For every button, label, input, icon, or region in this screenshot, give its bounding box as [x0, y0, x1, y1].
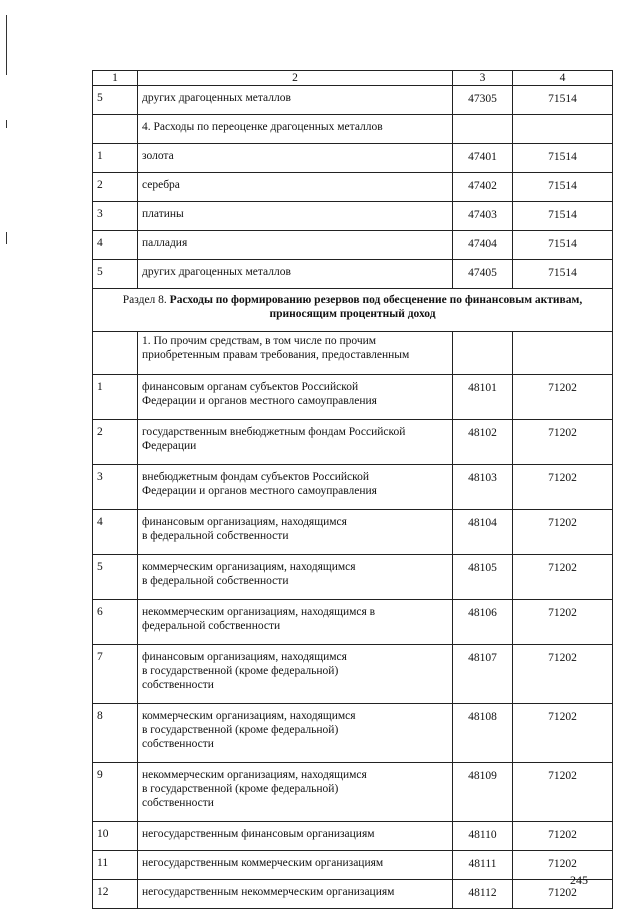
row-description — [138, 645, 453, 704]
account-number: 48101 — [453, 375, 513, 420]
account-number: 47402 — [453, 173, 513, 202]
table-row — [93, 645, 613, 704]
row-index: 3 — [93, 202, 138, 231]
symbol-code: 71202 — [513, 510, 613, 555]
section-heading — [93, 289, 613, 332]
accounts-table — [92, 70, 613, 909]
account-number: 48107 — [453, 645, 513, 704]
subheading-line: приобретенным правам требования, предоставленным — [142, 349, 410, 361]
symbol-code: 71202 — [513, 880, 613, 909]
page-number: 245 — [570, 873, 588, 887]
account-number: 47401 — [453, 144, 513, 173]
account-number: 47404 — [453, 231, 513, 260]
row-description — [138, 600, 453, 645]
symbol-code: 71202 — [513, 465, 613, 510]
symbol-code: 71202 — [513, 851, 613, 880]
symbol-code — [513, 115, 613, 144]
description-line: в государственной (кроме федеральной) — [142, 783, 339, 795]
description-line: негосударственным некоммерческим организациям — [142, 886, 395, 898]
row-index: 5 — [93, 555, 138, 600]
row-index: 5 — [93, 86, 138, 115]
table-header-row — [93, 71, 613, 86]
description-line: коммерческим организациям, находящимся — [142, 561, 356, 573]
row-index: 8 — [93, 704, 138, 763]
table-row — [93, 822, 613, 851]
symbol-code: 71514 — [513, 144, 613, 173]
description-line: Федерации и органов местного самоуправления — [142, 395, 377, 407]
row-description — [138, 465, 453, 510]
account-number: 48108 — [453, 704, 513, 763]
table-row — [93, 851, 613, 880]
row-description — [138, 880, 453, 909]
symbol-code: 71514 — [513, 173, 613, 202]
subheading-row — [93, 332, 613, 375]
symbol-code: 71202 — [513, 645, 613, 704]
header-cell: 3 — [453, 71, 513, 86]
row-index: 4 — [93, 510, 138, 555]
account-number: 47405 — [453, 260, 513, 289]
header-cell: 4 — [513, 71, 613, 86]
row-index: 9 — [93, 763, 138, 822]
account-number: 48110 — [453, 822, 513, 851]
row-description: платины — [138, 202, 453, 231]
row-description — [138, 420, 453, 465]
account-number: 48105 — [453, 555, 513, 600]
description-line: собственности — [142, 679, 214, 691]
row-description — [138, 704, 453, 763]
table-row — [93, 115, 613, 144]
row-description — [138, 851, 453, 880]
account-number: 48106 — [453, 600, 513, 645]
subheading-line: 1. По прочим средствам, в том числе по прочим — [142, 335, 377, 347]
table-row — [93, 880, 613, 909]
row-index — [93, 115, 138, 144]
description-line: финансовым организациям, находящимся — [142, 516, 347, 528]
row-description: других драгоценных металлов — [138, 86, 453, 115]
table-row — [93, 86, 613, 115]
table-row — [93, 555, 613, 600]
section-title: Расходы по формированию резервов под обесценение по финансовым активам, приносящим процентный доход — [169, 294, 583, 320]
table-row — [93, 202, 613, 231]
header-cell: 1 — [93, 71, 138, 86]
description-line: некоммерческим организациям, находящимся в — [142, 606, 376, 618]
row-index: 10 — [93, 822, 138, 851]
description-line: собственности — [142, 738, 214, 750]
row-description: серебра — [138, 173, 453, 202]
symbol-code: 71202 — [513, 822, 613, 851]
row-description: других драгоценных металлов — [138, 260, 453, 289]
symbol-code: 71514 — [513, 86, 613, 115]
symbol-code: 71202 — [513, 375, 613, 420]
description-line: коммерческим организациям, находящимся — [142, 710, 356, 722]
row-index: 1 — [93, 375, 138, 420]
symbol-code: 71514 — [513, 202, 613, 231]
row-index: 6 — [93, 600, 138, 645]
description-line: в федеральной собственности — [142, 575, 289, 587]
account-number: 48104 — [453, 510, 513, 555]
description-line: Федерации и органов местного самоуправления — [142, 485, 377, 497]
row-index: 1 — [93, 144, 138, 173]
account-number: 47403 — [453, 202, 513, 231]
description-line: собственности — [142, 797, 214, 809]
row-description: золота — [138, 144, 453, 173]
table-row — [93, 260, 613, 289]
symbol-code: 71202 — [513, 420, 613, 465]
table-row — [93, 173, 613, 202]
description-line: внебюджетным фондам субъектов Российской — [142, 471, 370, 483]
subheading — [138, 332, 453, 375]
description-line: федеральной собственности — [142, 620, 281, 632]
row-index: 12 — [93, 880, 138, 909]
row-description: палладия — [138, 231, 453, 260]
row-description — [138, 375, 453, 420]
description-line: Федерации — [142, 440, 197, 452]
row-description — [138, 555, 453, 600]
symbol-code: 71202 — [513, 704, 613, 763]
description-line: государственным внебюджетным фондам Российской — [142, 426, 406, 438]
row-index: 5 — [93, 260, 138, 289]
row-index: 7 — [93, 645, 138, 704]
description-line: финансовым органам субъектов Российской — [142, 381, 359, 393]
account-number: 48109 — [453, 763, 513, 822]
row-index: 2 — [93, 420, 138, 465]
row-index: 4 — [93, 231, 138, 260]
account-number: 48112 — [453, 880, 513, 909]
row-description: 4. Расходы по переоценке драгоценных металлов — [138, 115, 453, 144]
account-number: 48102 — [453, 420, 513, 465]
account-number — [453, 115, 513, 144]
row-index: 2 — [93, 173, 138, 202]
description-line: некоммерческим организациям, находящимся — [142, 769, 367, 781]
table-row — [93, 510, 613, 555]
section-prefix: Раздел 8. — [122, 294, 170, 306]
symbol-code: 71514 — [513, 231, 613, 260]
description-line: в государственной (кроме федеральной) — [142, 665, 339, 677]
symbol-code: 71514 — [513, 260, 613, 289]
table-row — [93, 600, 613, 645]
account-number: 48103 — [453, 465, 513, 510]
table-row — [93, 465, 613, 510]
description-line: финансовым организациям, находящимся — [142, 651, 347, 663]
table-row — [93, 704, 613, 763]
row-description — [138, 763, 453, 822]
symbol-code: 71202 — [513, 555, 613, 600]
scan-margin-mark — [6, 120, 7, 128]
symbol-code: 71202 — [513, 600, 613, 645]
row-index: 3 — [93, 465, 138, 510]
row-description — [138, 822, 453, 851]
table-row — [93, 420, 613, 465]
description-line: в государственной (кроме федеральной) — [142, 724, 339, 736]
row-description — [138, 510, 453, 555]
symbol-code: 71202 — [513, 763, 613, 822]
scan-margin-mark — [6, 15, 7, 75]
description-line: в федеральной собственности — [142, 530, 289, 542]
row-index: 11 — [93, 851, 138, 880]
description-line: негосударственным коммерческим организациям — [142, 857, 384, 869]
header-cell: 2 — [138, 71, 453, 86]
table-row — [93, 763, 613, 822]
table-row — [93, 231, 613, 260]
account-number: 47305 — [453, 86, 513, 115]
table-row — [93, 144, 613, 173]
account-number: 48111 — [453, 851, 513, 880]
description-line: негосударственным финансовым организациям — [142, 828, 375, 840]
table-row — [93, 375, 613, 420]
scan-margin-mark — [6, 232, 7, 244]
section-heading-row — [93, 289, 613, 332]
